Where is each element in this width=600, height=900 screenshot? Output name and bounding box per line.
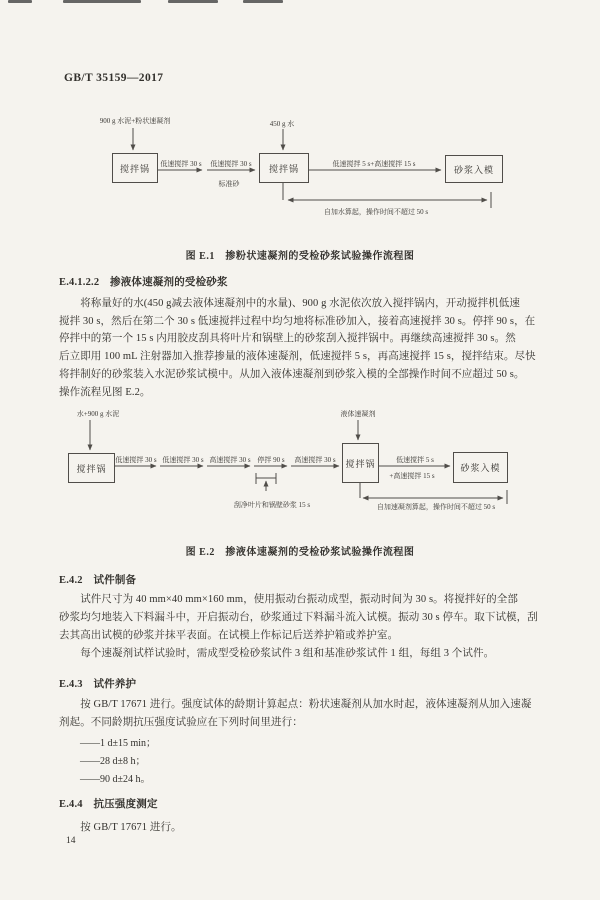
paragraph-line: 按 GB/T 17671 进行。强度试体的龄期计算起点：粉状速凝剂从加水时起，液体速凝剂从加入速凝	[59, 699, 532, 710]
fc-e1-box-mixer-2: 搅拌锅	[259, 153, 309, 183]
fc-e1-step-1: 低速搅拌 30 s	[160, 160, 202, 168]
paragraph-line: 试件尺寸为 40 mm×40 mm×160 mm，使用振动台振动成型，振动时间为 30 s。将搅拌好的全部	[59, 594, 518, 605]
list-item-age-90d: ——90 d±24 h。	[80, 774, 151, 785]
paragraph-line: 操作流程见图 E.2。	[59, 387, 151, 398]
fc-e1-time-note: 自加水算起，操作时间不超过 50 s	[323, 208, 429, 216]
section-heading-e44: E.4.4 抗压强度测定	[59, 799, 158, 810]
fc-e2-input-water-cement: 水+900 g 水泥	[76, 410, 120, 418]
fc-e2-step-3: 高速搅拌 30 s	[209, 456, 251, 464]
fc-e1-step-3: 低速搅拌 5 s+高速搅拌 15 s	[332, 160, 416, 168]
doc-number: GB/T 35159—2017	[64, 72, 164, 84]
list-item-age-28d: ——28 d±8 h；	[80, 756, 146, 767]
fc-e2-out-step-line2: +高速搅拌 15 s	[389, 472, 435, 480]
fc-e2-time-note: 自加速凝剂算起，操作时间不超过 50 s	[376, 503, 496, 511]
fc-e2-step-2: 低速搅拌 30 s	[162, 456, 204, 464]
scan-edge-artifact	[63, 0, 141, 3]
fc-e1-input-water: 450 g 水	[269, 120, 295, 128]
paragraph-line: 将称量好的水(450 g减去液体速凝剂中的水量)、900 g 水泥依次放入搅拌锅内，开动搅拌机低速	[59, 298, 520, 309]
fc-e2-step-5: 高速搅拌 30 s	[294, 456, 336, 464]
scan-edge-artifact	[243, 0, 283, 3]
section-heading-e42: E.4.2 试件制备	[59, 575, 137, 586]
scan-edge-artifact	[168, 0, 218, 3]
flowchart-e1	[0, 112, 600, 224]
fc-e2-step-1: 低速搅拌 30 s	[115, 456, 157, 464]
scan-edge-artifact	[8, 0, 32, 3]
fc-e2-step-4: 停拌 90 s	[257, 456, 285, 464]
section-heading-e43: E.4.3 试件养护	[59, 679, 137, 690]
paragraph-line: 按 GB/T 17671 进行。	[59, 822, 182, 833]
paragraph-line: 搅拌 30 s，然后在第二个 30 s 低速搅拌过程中均匀地将标准砂加入，接着高速搅拌 30 s。停拌 90 s，在	[59, 316, 536, 327]
fc-e2-box-mold: 砂浆入模	[453, 452, 508, 483]
fc-e1-box-mold: 砂浆入模	[445, 155, 503, 183]
fc-e2-out-step-line1: 低速搅拌 5 s	[396, 456, 434, 464]
section-heading-e4122: E.4.1.2.2 掺液体速凝剂的受检砂浆	[59, 277, 228, 288]
fc-e2-scrape-note: 刮净叶片和锅壁砂浆 15 s	[233, 501, 311, 509]
fc-e1-input-cement: 900 g 水泥+粉状速凝剂	[99, 117, 171, 125]
paragraph-line: 砂浆均匀地装入下料漏斗中，开启振动台，砂浆通过下料漏斗流入试模。振动 30 s 停车。取下试模，刮	[59, 612, 538, 623]
figure-e1-caption: 图 E.1 掺粉状速凝剂的受检砂浆试验操作流程图	[185, 251, 415, 262]
fc-e1-step-2: 低速搅拌 30 s	[210, 160, 252, 168]
paragraph-line: 后立即用 100 mL 注射器加入推荐掺量的液体速凝剂，低速搅拌 5 s，再高速搅拌 15 s，搅拌结束。尽快	[59, 351, 536, 362]
fc-e2-input-accelerator: 液体速凝剂	[340, 410, 376, 418]
fc-e1-material-sand: 标准砂	[218, 180, 240, 188]
page-number: 14	[66, 836, 76, 846]
fc-e2-box-mixer-2: 搅拌锅	[342, 443, 379, 483]
paragraph-line: 将拌制好的砂浆装入水泥砂浆试模中。从加入液体速凝剂到砂浆入模的全部操作时间不应超过 50 s。	[59, 369, 525, 380]
figure-e2-caption: 图 E.2 掺液体速凝剂的受检砂浆试验操作流程图	[185, 547, 415, 558]
paragraph-line: 停拌中的第一个 15 s 内用胶皮刮具将叶片和锅壁上的砂浆刮入搅拌锅中。再继续高速搅拌 30 s。然	[59, 333, 516, 344]
paragraph-line: 每个速凝剂试样试验时，需成型受检砂浆试件 3 组和基准砂浆试件 1 组，每组 3 个试件。	[59, 648, 495, 659]
paragraph-line: 剂起。不同龄期抗压强度试验应在下列时间里进行：	[59, 717, 303, 728]
paragraph-line: 去其高出试模的砂浆并抹平表面。在试模上作标记后送养护箱或养护室。	[59, 630, 399, 641]
fc-e2-box-mixer-1: 搅拌锅	[68, 453, 115, 483]
flowchart-e2	[0, 405, 600, 520]
fc-e1-box-mixer-1: 搅拌锅	[112, 153, 158, 183]
list-item-age-1d: ——1 d±15 min；	[80, 738, 157, 749]
